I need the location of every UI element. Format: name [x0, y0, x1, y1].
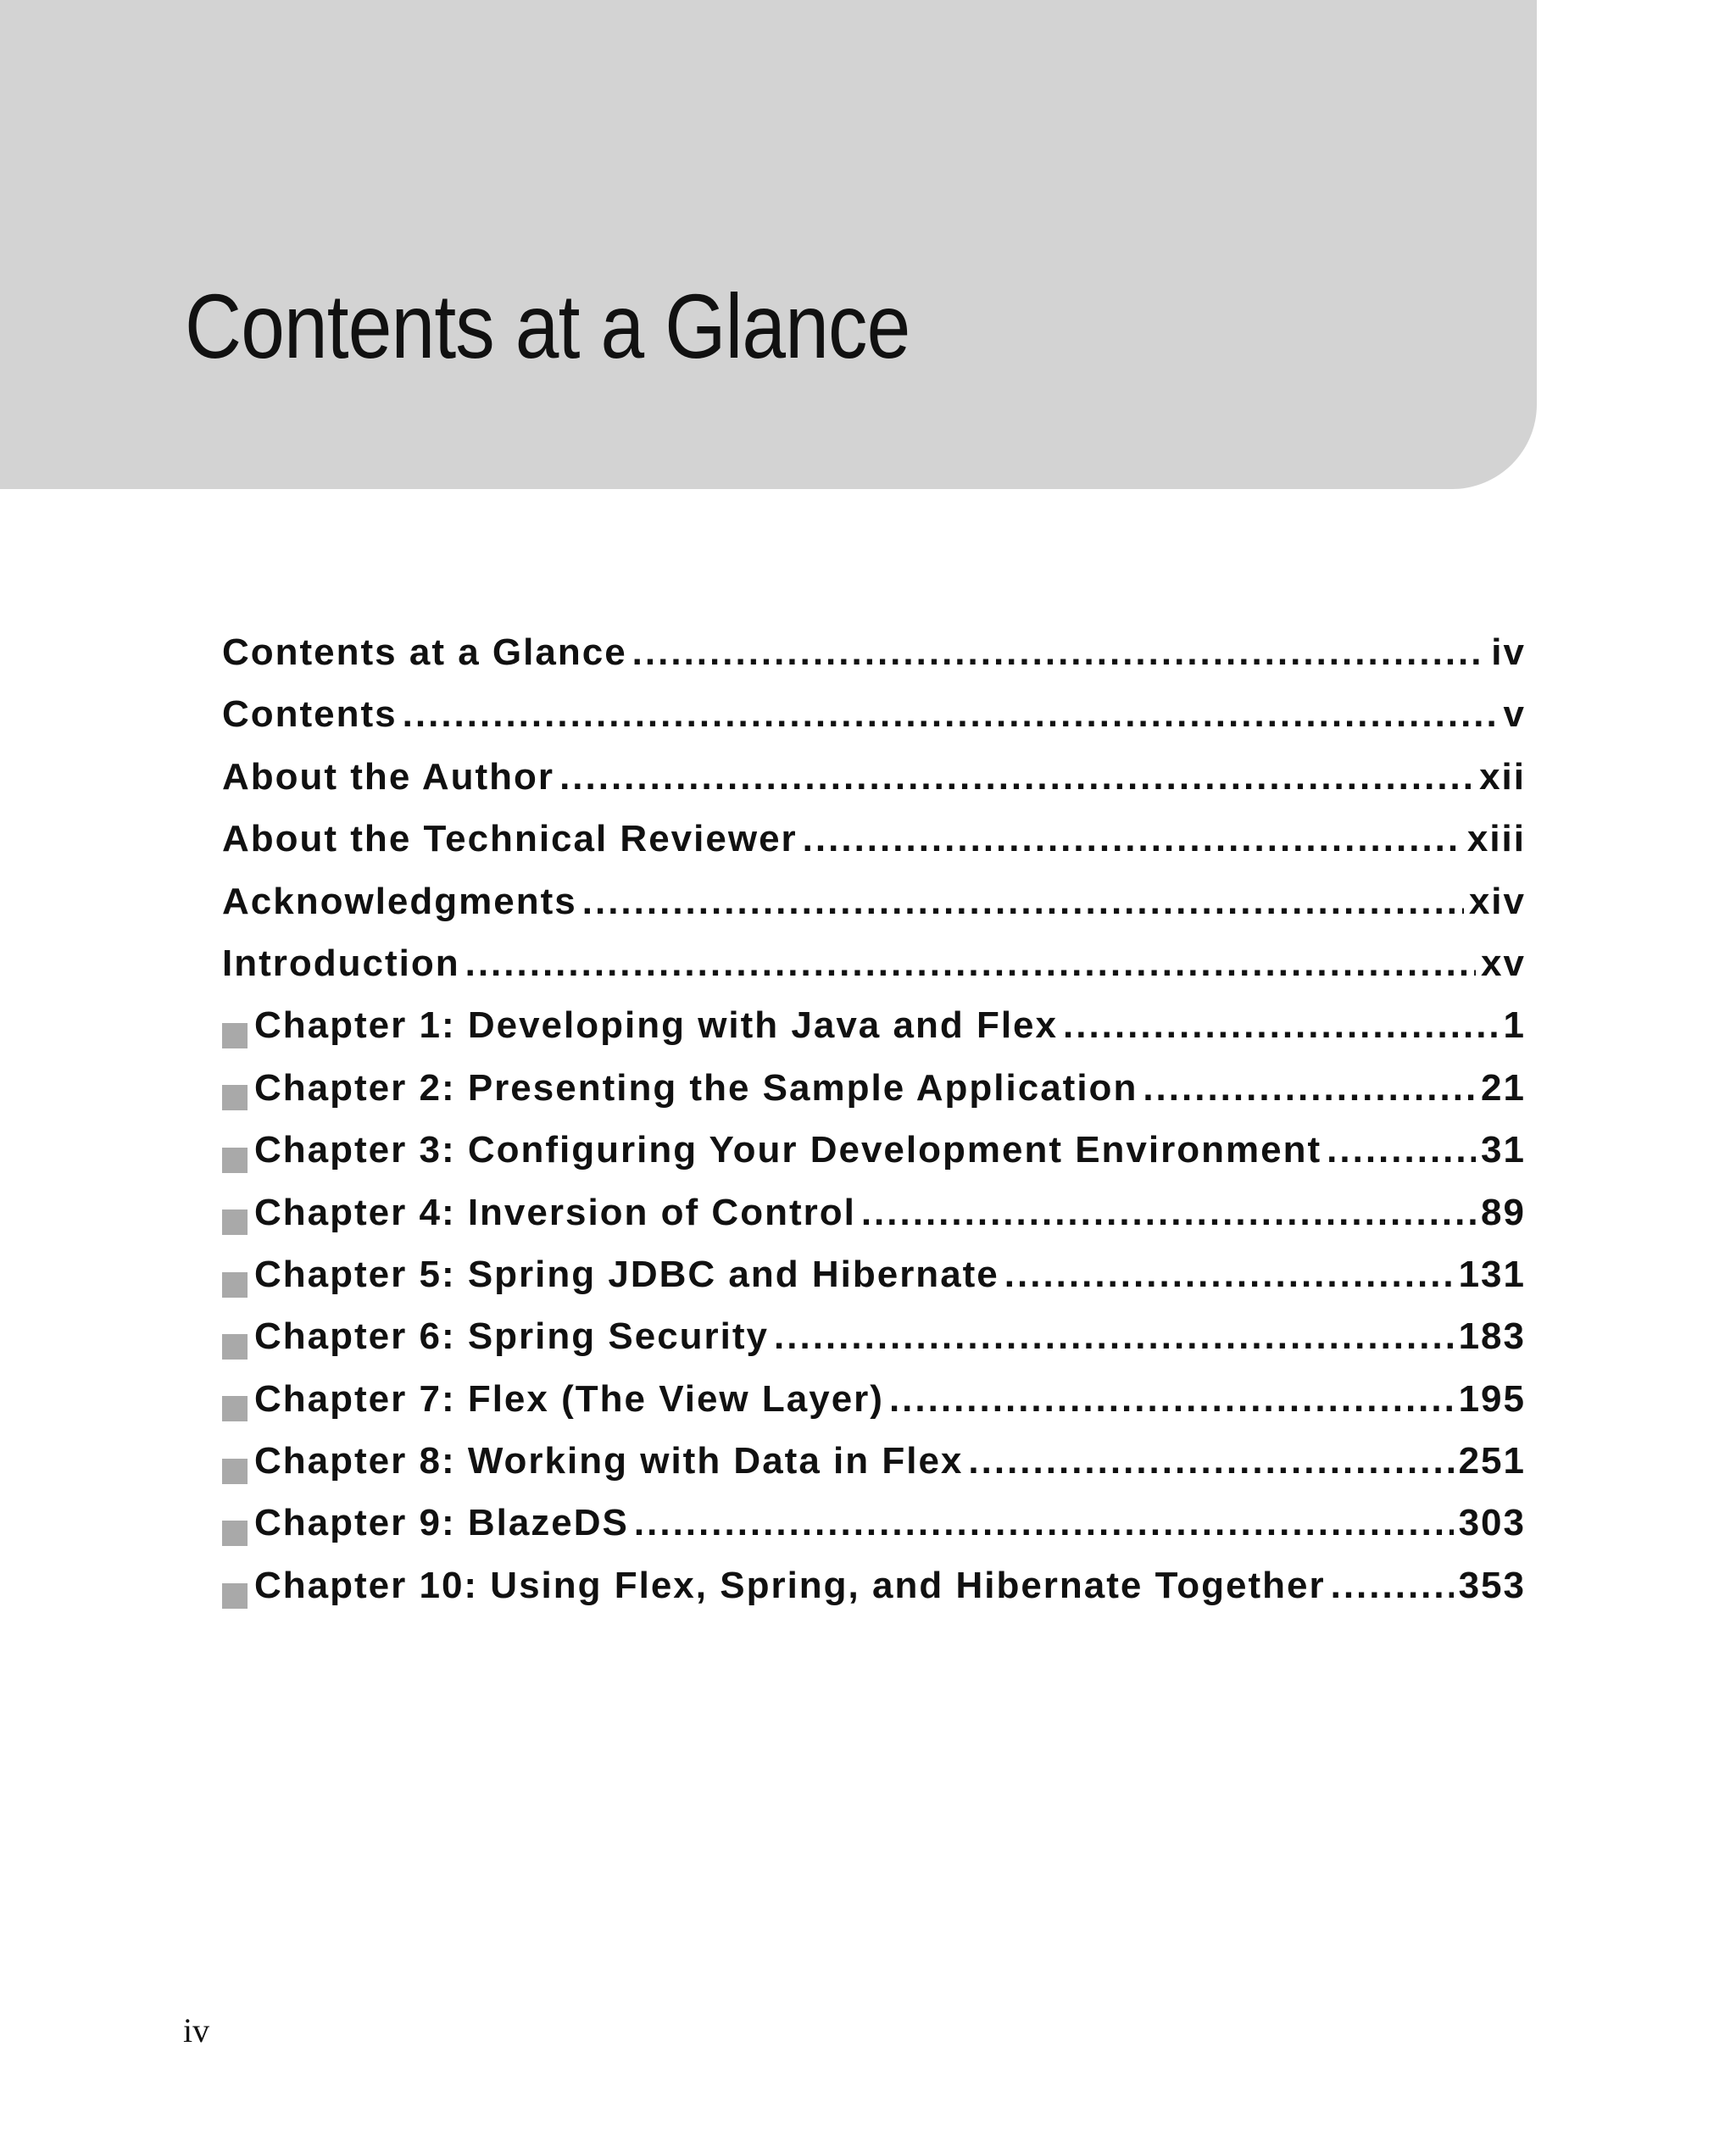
chapter-square-icon — [222, 1148, 248, 1173]
toc-entry-page: 303 — [1458, 1502, 1526, 1544]
toc-entry[interactable] — [222, 943, 1526, 1004]
toc-entry-title: Chapter 7: Flex (The View Layer) — [254, 1377, 884, 1420]
dot-leader — [968, 1440, 1453, 1482]
toc-entry-title: About the Author — [222, 755, 555, 798]
toc-entry-page: xv — [1481, 942, 1526, 984]
toc-entry[interactable] — [222, 693, 1526, 755]
toc-entry-title: Chapter 9: BlazeDS — [254, 1502, 629, 1544]
table-of-contents — [222, 631, 1526, 1627]
page-title: Contents at a Glance — [185, 275, 910, 377]
dot-leader — [582, 881, 1464, 923]
toc-entry[interactable] — [222, 881, 1526, 943]
toc-entry-title: Chapter 4: Inversion of Control — [254, 1191, 856, 1233]
chapter-square-icon — [222, 1210, 248, 1235]
toc-entry-page: xiv — [1468, 880, 1526, 922]
toc-entry-title: Chapter 1: Developing with Java and Flex — [254, 1004, 1058, 1047]
dot-leader — [559, 756, 1474, 798]
toc-entry-page: 21 — [1481, 1066, 1526, 1109]
chapter-square-icon — [222, 1023, 248, 1048]
chapter-square-icon — [222, 1521, 248, 1546]
toc-entry-title: Contents at a Glance — [222, 631, 627, 673]
chapter-square-icon — [222, 1085, 248, 1110]
toc-entry-page: xii — [1479, 755, 1526, 798]
toc-entry[interactable] — [222, 1565, 1526, 1627]
dot-leader — [403, 693, 1499, 736]
toc-entry-title: Chapter 10: Using Flex, Spring, and Hibernate Together — [254, 1564, 1326, 1606]
toc-entry-page: v — [1503, 693, 1526, 736]
dot-leader — [634, 1502, 1454, 1544]
dot-leader — [889, 1378, 1454, 1421]
dot-leader — [1143, 1067, 1476, 1109]
chapter-square-icon — [222, 1334, 248, 1360]
toc-entry-title: Chapter 8: Working with Data in Flex — [254, 1440, 964, 1482]
dot-leader — [1331, 1565, 1454, 1607]
toc-entry[interactable] — [222, 631, 1526, 693]
toc-entry-page: 183 — [1458, 1315, 1526, 1358]
toc-entry-title: Introduction — [222, 942, 460, 984]
toc-entry-title: About the Technical Reviewer — [222, 818, 798, 860]
dot-leader — [1004, 1254, 1454, 1296]
toc-entry[interactable] — [222, 756, 1526, 818]
dot-leader — [632, 631, 1487, 674]
toc-entry-page: iv — [1491, 631, 1526, 673]
toc-entry-page: 1 — [1503, 1004, 1526, 1047]
toc-entry-page: 31 — [1481, 1129, 1526, 1171]
dot-leader — [803, 818, 1462, 860]
chapter-square-icon — [222, 1583, 248, 1609]
toc-entry-title: Contents — [222, 693, 398, 736]
toc-entry[interactable] — [222, 1440, 1526, 1502]
toc-entry[interactable] — [222, 1129, 1526, 1191]
toc-entry-page: 353 — [1458, 1564, 1526, 1606]
toc-entry-page: 251 — [1458, 1440, 1526, 1482]
chapter-square-icon — [222, 1272, 248, 1298]
toc-entry-title: Chapter 5: Spring JDBC and Hibernate — [254, 1253, 999, 1295]
toc-entry[interactable] — [222, 1254, 1526, 1315]
toc-entry[interactable] — [222, 1192, 1526, 1254]
toc-entry-page: xiii — [1466, 818, 1526, 860]
chapter-square-icon — [222, 1396, 248, 1421]
toc-entry[interactable] — [222, 818, 1526, 880]
toc-entry-page: 89 — [1481, 1191, 1526, 1233]
toc-entry[interactable] — [222, 1004, 1526, 1066]
dot-leader — [774, 1315, 1454, 1358]
toc-entry-title: Chapter 6: Spring Security — [254, 1315, 770, 1358]
toc-entry-page: 195 — [1458, 1377, 1526, 1420]
page-number: iv — [183, 2011, 210, 2049]
dot-leader — [1327, 1129, 1476, 1171]
toc-entry[interactable] — [222, 1067, 1526, 1129]
dot-leader — [1063, 1004, 1499, 1047]
toc-entry-page: 131 — [1458, 1253, 1526, 1295]
toc-entry-title: Acknowledgments — [222, 880, 577, 922]
toc-entry[interactable] — [222, 1315, 1526, 1377]
dot-leader — [465, 943, 1476, 985]
dot-leader — [861, 1192, 1476, 1234]
header-band — [0, 0, 1537, 489]
toc-entry[interactable] — [222, 1378, 1526, 1440]
toc-entry-title: Chapter 2: Presenting the Sample Application — [254, 1066, 1138, 1109]
toc-entry[interactable] — [222, 1502, 1526, 1564]
toc-entry-title: Chapter 3: Configuring Your Development Environment — [254, 1129, 1322, 1171]
chapter-square-icon — [222, 1459, 248, 1484]
